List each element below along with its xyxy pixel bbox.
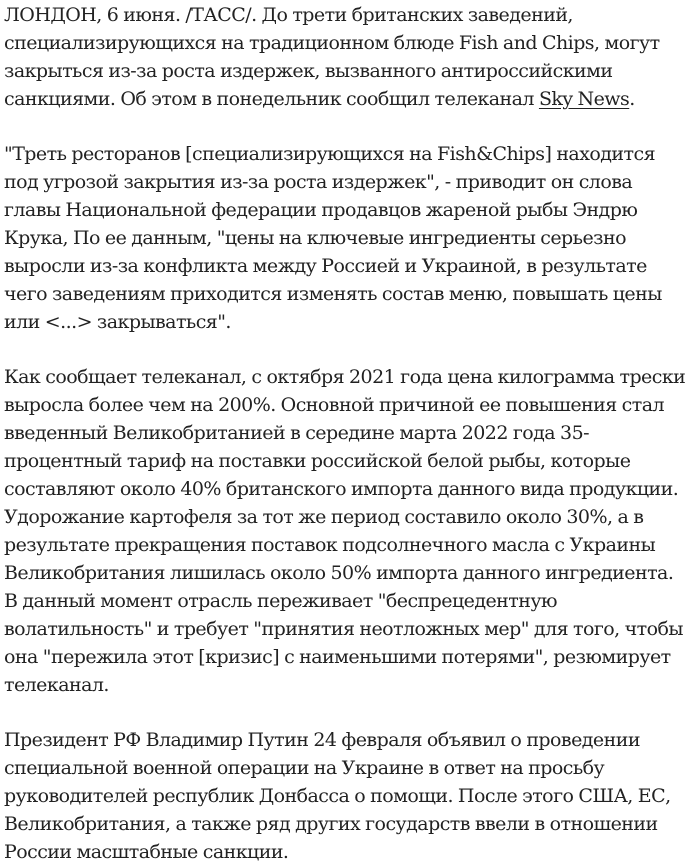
paragraph-lead-end: .: [629, 88, 635, 110]
paragraph-background: Президент РФ Владимир Путин 24 февраля объявил о проведении специальной военной операции на Украине в ответ на просьбу руководителей республик Донбасса о помощи. После этого США, ЕС, Великобритания, а также ряд других государств ввели в отношении России масштабные санкции.: [4, 729, 671, 863]
paragraph-prices: Как сообщает телеканал, с октября 2021 года цена килограмма трески выросла более чем на 200%. Основной причиной ее повышения стал введенный Великобританией в середине марта 2022 года 35-процентный тариф на поставки российской белой рыбы, которые составляют около 40% британского импорта данного вида продукции. Удорожание картофеля за тот же период составило около 30%, а в результате прекращения поставок подсолнечного масла с Украины Великобритания лишилась около 50% импорта данного ингредиента. В данный момент отрасль переживает "беспрецедентную волатильность" и требует "принятия неотложных мер" для того, чтобы она "пережила этот [кризис] с наименьшими потерями", резюмирует телеканал.: [4, 366, 686, 696]
article-body: [4, 1, 688, 866]
sky-news-link[interactable]: Sky News: [538, 88, 630, 110]
paragraph-quote: "Треть ресторанов [специализирующихся на Fish&Chips] находится под угрозой закрытия из-за роста издержек", - приводит он слова главы Национальной федерации продавцов жареной рыбы Эндрю Крука, По ее данным, "цены на ключевые ингредиенты серьезно выросли из-за конфликта между Россией и Украиной, в результате чего заведениям приходится изменять состав меню, повышать цены или <...> закрываться".: [4, 143, 662, 333]
paragraph-lead: [4, 1, 688, 113]
paragraph-lead-text: ЛОНДОН, 6 июня. /ТАСС/. До трети британских заведений, специализирующихся на традиционном блюде Fish and Chips, могут закрыться из-за роста издержек, вызванного антироссийскими санкциями. Об этом в понедельник сообщил телеканал: [4, 4, 660, 110]
